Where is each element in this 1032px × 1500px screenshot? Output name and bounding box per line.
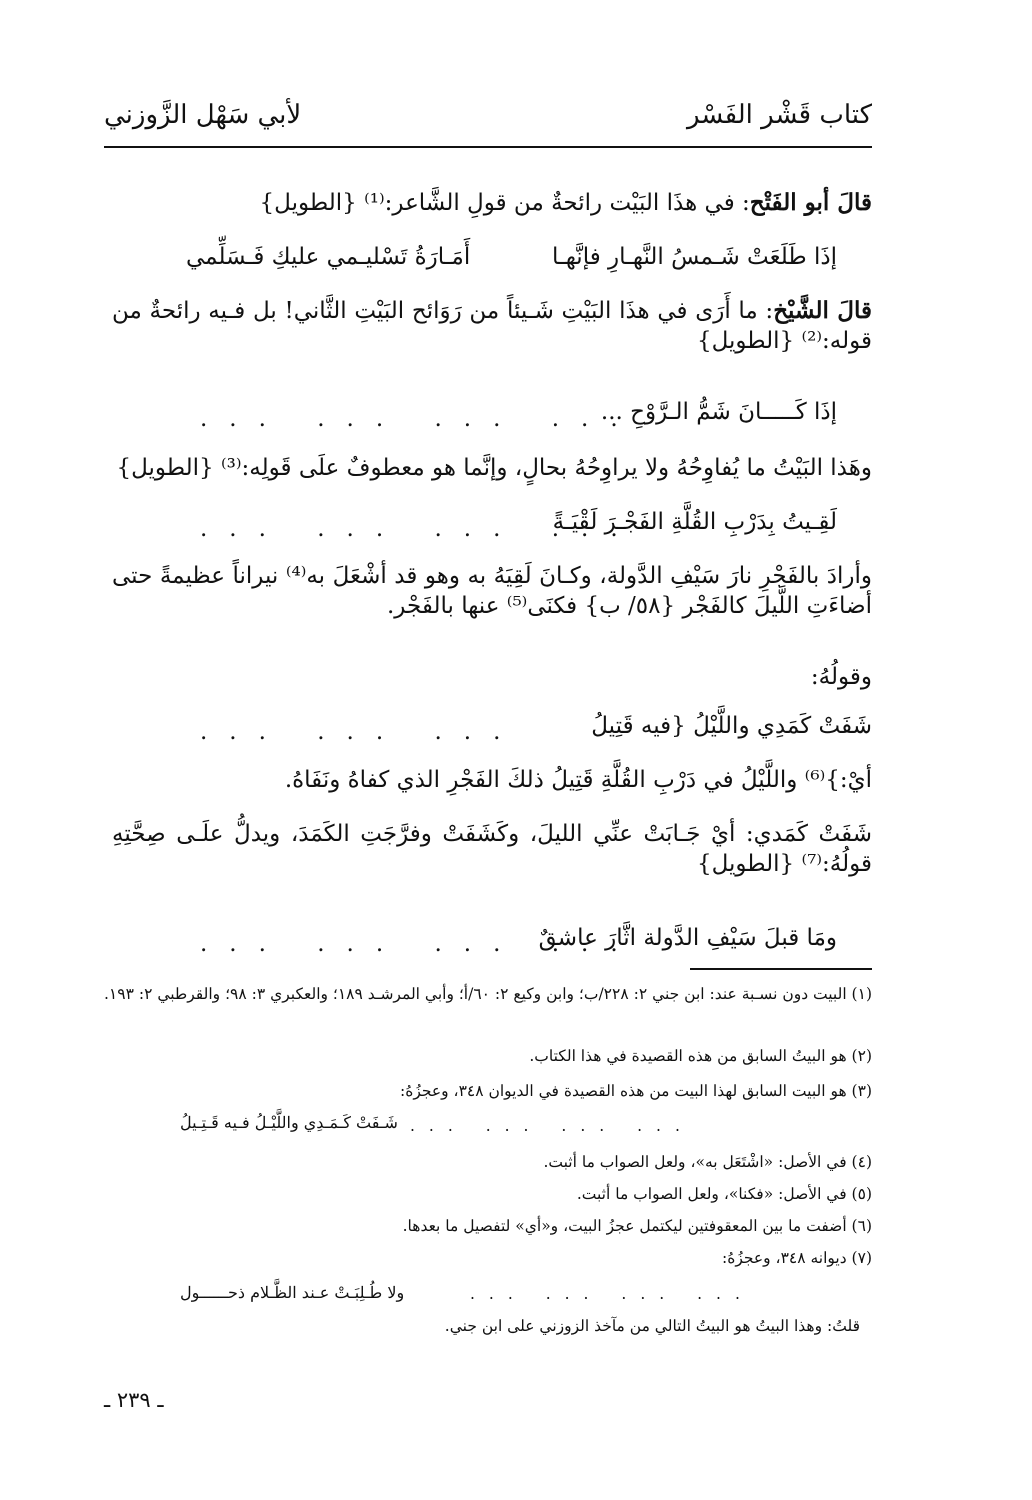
paragraph-6: أيْ:}⁽⁶⁾ واللَّيْلُ في دَرْبِ القُلَّةِ قَتِيلُ ذلكَ الفَجْرِ الذي كفاهُ ونَفَاهُ. <box>284 767 872 793</box>
footnote-3-verse: شَـفَتْ كَـمَـدِي واللَّيْـلُ فـيه قَـتِـيلُ <box>180 1113 398 1132</box>
footnote-2: (٢) هو البيتُ السابق من هذه القصيدة في هذا الكتاب. <box>529 1047 872 1065</box>
footnote-6: (٦) أضفت ما بين المعقوفتين ليكتمل عجزُ البيت، و«أي» لتفصيل ما بعدها. <box>402 1217 872 1235</box>
speaker-abu-alfath: قالَ أبو الفَتْح <box>749 189 872 216</box>
verse-4-second-hemistich: شَفَتْ كَمَدِي واللَّيْلُ {فيه قَتِيلُ <box>591 713 872 739</box>
paragraph-1 <box>112 188 872 219</box>
verse-3-first-hemistich: لَقِـيتُ بِدَرْبِ القُلَّةِ الفَجْـرَ لَقْيَـةً <box>552 509 837 535</box>
verse-1-second-hemistich: أَمَـارَةُ تَسْليـمي عليكِ فَـسَلِّمي <box>186 244 471 270</box>
verse-4-ellipsis: ... ... ... <box>200 719 523 745</box>
paragraph-7: شَفَتْ كَمَدي: أيْ جَـابَتْ عنِّي الليلَ، وكَشَفَتْ وفرَّجَتِ الكَمَدَ، ويدلُّ علَـى صِحَّتِهِ قولُهُ:⁽⁷⁾ {الطويل} <box>112 821 872 877</box>
paragraph-4: وأرادَ بالفَجْرِ نارَ سَيْفِ الدَّولة، وكـانَ لَقِيَهُ به وهو قد أشْعَلَ به⁽⁴⁾ نيراناً عظيمةً حتى أضاءَتِ اللَّيلَ كالفَجْر {٥٨/ ب} فكنَى⁽⁵⁾ عنها بالفَجْر. <box>112 563 872 619</box>
verse-2-first-hemistich: إذَا كَـــــانَ شَمُّ الـرَّوْحِ ... <box>600 399 837 425</box>
footnote-3: (٣) هو البيت السابق لهذا البيت من هذه القصيدة في الديوان ٣٤٨، وعجزُهُ: <box>400 1082 872 1100</box>
verse-5-first-hemistich: ومَا قبلَ سَيْفِ الدَّولة اثَّارَ عاشقٌ <box>538 925 837 951</box>
footnote-separator <box>690 968 872 970</box>
book-title: كتاب قَشْر الفَسْر <box>687 100 872 130</box>
speaker-al-shaykh: قالَ الشَّيْخ <box>773 297 872 324</box>
author-name: لأبي سَهْل الزَّوزني <box>104 100 302 130</box>
paragraph-3: وهَذا البَيْتُ ما يُفاوِحُهُ ولا يراوِحُهُ بحالٍ، وإنَّما هو معطوفٌ علَى قَولِه:⁽³⁾ {الطويل} <box>116 455 872 481</box>
paragraph-1-text: : في هذَا البَيْت رائحةٌ من قولِ الشَّاعر:⁽¹⁾ {الطويل} <box>259 190 750 216</box>
verse-5-ellipsis: ... ... ... ... <box>200 931 640 957</box>
footnote-7: (٧) ديوانه ٣٤٨، وعجزُهُ: <box>721 1249 872 1267</box>
footnote-7-verse: ولا طُـلِبَـتْ عـند الظَّـلام ذحــــــول <box>180 1283 405 1302</box>
footnote-1: (١) البيت دون نسـبة عند: ابن جني ٢: ٢٢٨/ب؛ وابن وكيع ٢: ٦٠/أ؛ وأبي المرشـد ١٨٩؛ والعكبري ٣: ٩٨؛ والقرطبي ٢: ١٩٣. <box>103 985 872 1003</box>
paragraph-2 <box>112 296 872 357</box>
footnote-4: (٤) في الأصل: «اشْتَعَل به»، ولعل الصواب ما أثبت. <box>543 1153 872 1171</box>
verse-3-ellipsis: ... ... ... ... <box>200 516 640 542</box>
footnote-7-remark: قلتُ: وهذا البيتُ هو البيتُ التالي من مآخذ الزوزني على ابن جني. <box>444 1317 860 1335</box>
page-number: ـ ٢٣٩ ـ <box>104 1388 164 1412</box>
verse-2-ellipsis: ... ... ... ... <box>200 406 640 432</box>
verse-1-first-hemistich: إذَا طَلَعَتْ شَـمسُ النَّهـارِ فإنَّهـا <box>551 244 837 270</box>
footnote-7-verse-ellipsis: ... ... ... ... <box>470 1285 754 1303</box>
header-rule <box>104 146 872 148</box>
paragraph-2-text: : ما أَرَى في هذَا البَيْتِ شَـيئاً من رَوَائح البَيْتِ الثَّاني! بل فـيه رائحةٌ من قوله:⁽²⁾ {الطويل} <box>112 298 872 354</box>
footnote-3-verse-ellipsis: ... ... ... ... <box>410 1117 694 1135</box>
paragraph-5: وقولُهُ: <box>810 664 872 690</box>
footnote-5: (٥) في الأصل: «فكنا»، ولعل الصواب ما أثبت. <box>576 1185 872 1203</box>
